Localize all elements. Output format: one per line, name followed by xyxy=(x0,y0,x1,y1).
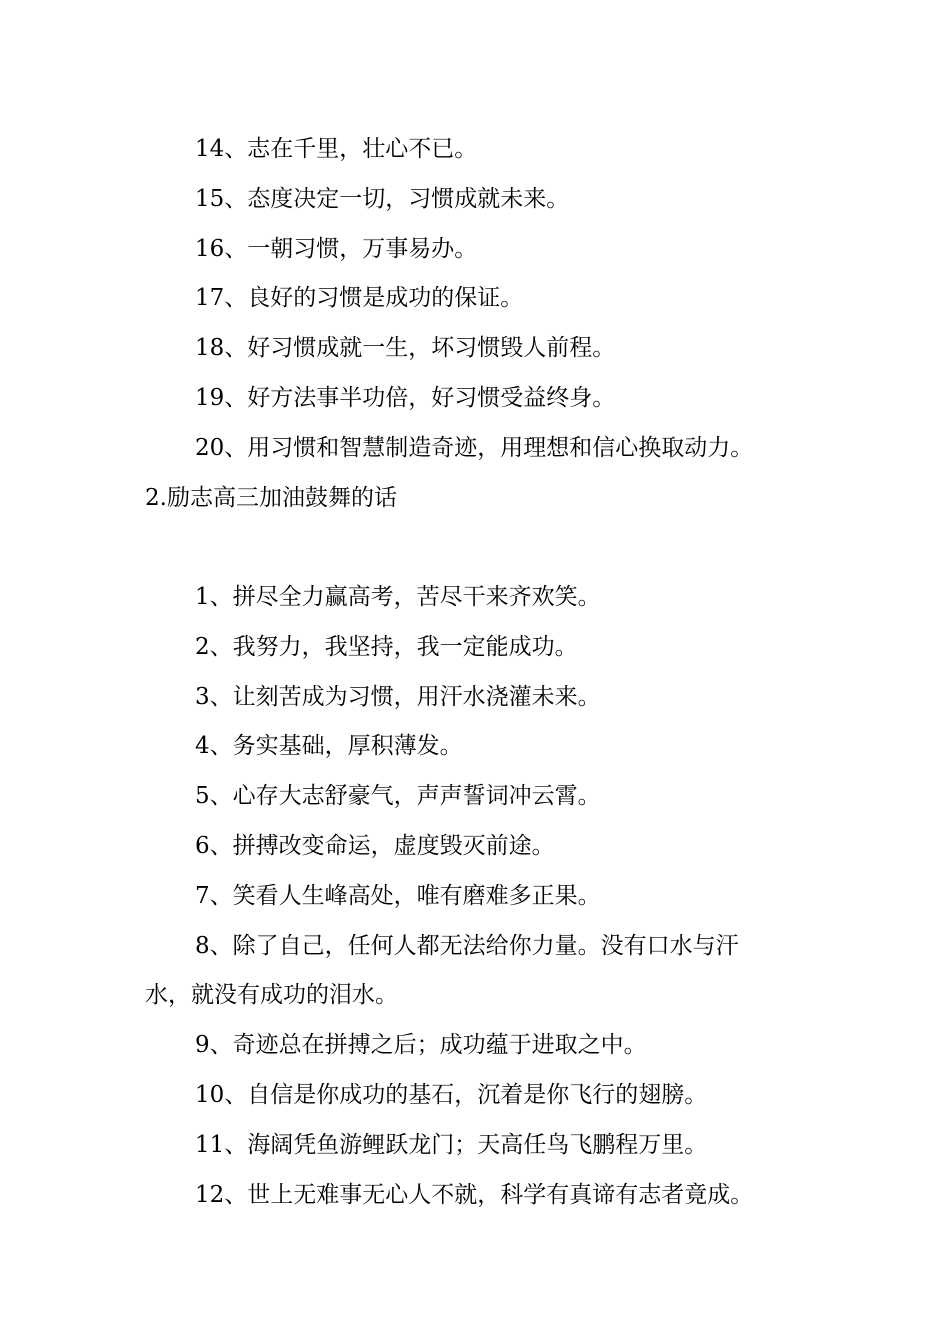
list-item: 11、海阔凭鱼游鲤跃龙门；天高任鸟飞鹏程万里。 xyxy=(195,1131,708,1158)
list-item: 16、一朝习惯，万事易办。 xyxy=(195,235,478,262)
list-item-line-1: 8、除了自己，任何人都无法给你力量。没有口水与汗 xyxy=(195,932,739,959)
list-item: 18、好习惯成就一生，坏习惯毁人前程。 xyxy=(195,335,616,362)
list-item: 4、务实基础，厚积薄发。 xyxy=(195,733,463,760)
list-item: 9、奇迹总在拼搏之后；成功蕴于进取之中。 xyxy=(195,1032,647,1059)
list-item: 15、态度决定一切，习惯成就未来。 xyxy=(195,185,570,212)
list-item: 5、心存大志舒豪气，声声誓词冲云霄。 xyxy=(195,783,601,810)
list-item: 14、志在千里，壮心不已。 xyxy=(195,136,478,162)
list-item-line-2: 水，就没有成功的泪水。 xyxy=(145,982,398,1009)
list-item: 7、笑看人生峰高处，唯有磨难多正果。 xyxy=(195,882,601,909)
list-item: 19、好方法事半功倍，好习惯受益终身。 xyxy=(195,384,616,411)
section-1-list xyxy=(145,125,825,523)
section-2-list xyxy=(145,573,825,1220)
list-item: 12、世上无难事无心人不就，科学有真谛有志者竟成。 xyxy=(195,1181,754,1208)
section-heading: 2.励志高三加油鼓舞的话 xyxy=(145,484,397,511)
list-item: 1、拼尽全力赢高考，苦尽干来齐欢笑。 xyxy=(195,584,601,610)
list-item: 17、良好的习惯是成功的保证。 xyxy=(195,285,524,312)
list-item: 3、让刻苦成为习惯，用汗水浇灌未来。 xyxy=(195,683,601,710)
list-item: 10、自信是你成功的基石，沉着是你飞行的翅膀。 xyxy=(195,1081,708,1108)
list-item: 20、用习惯和智慧制造奇迹，用理想和信心换取动力。 xyxy=(195,434,754,461)
list-item: 6、拼搏改变命运，虚度毁灭前途。 xyxy=(195,832,555,859)
list-item: 2、我努力，我坚持，我一定能成功。 xyxy=(195,633,578,660)
